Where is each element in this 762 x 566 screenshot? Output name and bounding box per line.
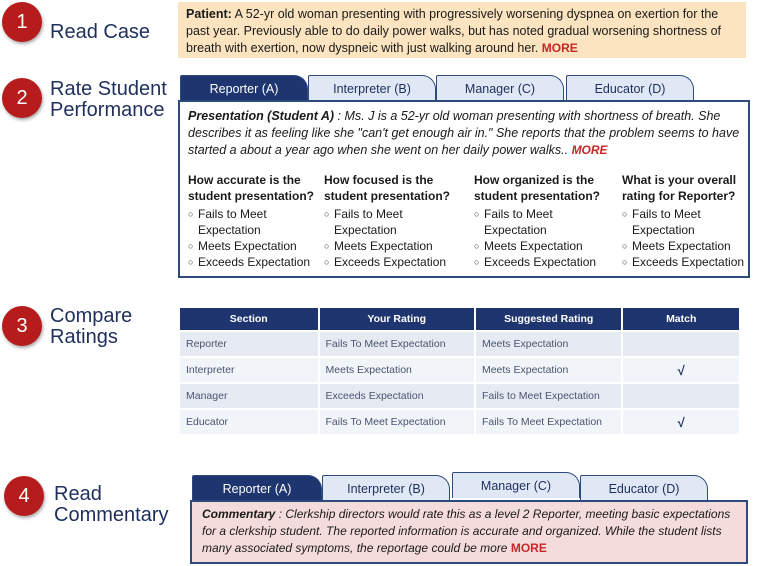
case-more-link[interactable]: MORE xyxy=(541,41,578,55)
question-title: What is your overall rating for Reporter? xyxy=(622,173,737,203)
commentary-tab-interpreter[interactable]: Interpreter (B) xyxy=(322,475,450,501)
table-row xyxy=(180,410,739,434)
commentary-tab-reporter[interactable]: Reporter (A) xyxy=(192,475,322,501)
tab-educator[interactable]: Educator (D) xyxy=(566,75,694,101)
cell-suggested-rating: Meets Expectation xyxy=(476,358,622,382)
step-3-title-line1: Compare xyxy=(50,305,133,327)
question-overall xyxy=(622,172,748,270)
case-text: A 52-yr old woman presenting with progressively worsening dyspnea on exertion for the past year. Previously able to do daily power walks, but has noted gradual worsening shortness of breath with exertion, now dyspneic with just walking around her. xyxy=(186,7,722,55)
case-box xyxy=(178,2,746,58)
column-header-your-rating: Your Rating xyxy=(320,308,474,330)
cell-section: Interpreter xyxy=(180,358,318,382)
cell-section: Educator xyxy=(180,410,318,434)
commentary-tab-educator[interactable]: Educator (D) xyxy=(580,475,708,501)
cell-your-rating: Fails To Meet Expectation xyxy=(320,410,474,434)
commentary-more-link[interactable]: MORE xyxy=(510,541,547,555)
option-fails[interactable]: ○ Fails to Meet Expectation xyxy=(474,207,553,237)
step-4-title xyxy=(54,484,168,526)
tab-interpreter[interactable]: Interpreter (B) xyxy=(308,75,436,101)
radio-icon[interactable]: ○ xyxy=(622,257,628,267)
option-fails[interactable]: ○ Fails to Meet Expectation xyxy=(622,207,701,237)
step-1-badge xyxy=(2,2,42,42)
presentation-body: : Ms. J is a 52-yr old woman presenting with shortness of breath. She describes it as feeling like she "can't get enough air in." She reports that the problem seems to have started a about a year ago when she went on her daily power walks.. xyxy=(188,109,740,157)
radio-icon[interactable]: ○ xyxy=(324,209,330,219)
step-3-title-line2: Ratings xyxy=(50,326,118,348)
radio-icon[interactable]: ○ xyxy=(474,257,480,267)
step-4-title-line1: Read xyxy=(54,483,102,505)
table-row xyxy=(180,358,739,382)
step-2-badge xyxy=(2,78,42,118)
cell-suggested-rating: Meets Expectation xyxy=(476,332,622,356)
radio-icon[interactable]: ○ xyxy=(622,241,628,251)
option-exceeds[interactable]: ○ Exceeds Expectation xyxy=(188,255,311,269)
step-number: 4 xyxy=(18,484,30,507)
step-3-title xyxy=(50,306,132,348)
option-exceeds[interactable]: ○ Exceeds Expectation xyxy=(474,255,597,269)
step-2-title xyxy=(50,79,167,121)
cell-your-rating: Exceeds Expectation xyxy=(320,384,474,408)
option-exceeds[interactable]: ○ Exceeds Expectation xyxy=(622,255,745,269)
tab-manager[interactable]: Manager (C) xyxy=(436,75,564,101)
cell-suggested-rating: Fails To Meet Expectation xyxy=(476,410,622,434)
presentation-label: Presentation (Student A) xyxy=(188,109,335,123)
column-header-section: Section xyxy=(180,308,318,330)
commentary-text: : Clerkship directors would rate this as a level 2 Reporter, meeting basic expectations for a clerkship student. The reported information is accurate and organized. While the student lists many associated symptoms, the reportage could be more xyxy=(202,507,731,555)
presentation-text xyxy=(188,108,740,159)
cell-your-rating: Meets Expectation xyxy=(320,358,474,382)
cell-match xyxy=(623,384,739,408)
step-4-badge xyxy=(4,476,44,516)
radio-icon[interactable]: ○ xyxy=(188,209,194,219)
cell-match-checkmark: √ xyxy=(623,410,739,434)
step-3-badge xyxy=(2,306,42,346)
step-number: 2 xyxy=(16,86,28,109)
column-header-match: Match xyxy=(623,308,739,330)
option-meets[interactable]: ○ Meets Expectation xyxy=(474,239,583,253)
radio-icon[interactable]: ○ xyxy=(474,209,480,219)
question-focus xyxy=(324,172,470,270)
option-exceeds[interactable]: ○ Exceeds Expectation xyxy=(324,255,447,269)
option-fails[interactable]: ○ Fails to Meet Expectation xyxy=(188,207,267,237)
case-label: Patient: xyxy=(186,7,232,21)
option-fails[interactable]: ○ Fails to Meet Expectation xyxy=(324,207,403,237)
option-meets[interactable]: ○ Meets Expectation xyxy=(188,239,297,253)
tab-reporter[interactable]: Reporter (A) xyxy=(180,75,308,101)
table-row xyxy=(180,384,739,408)
question-title: How organized is the student presentation? xyxy=(474,173,601,203)
option-meets[interactable]: ○ Meets Expectation xyxy=(622,239,731,253)
radio-icon[interactable]: ○ xyxy=(188,257,194,267)
cell-match xyxy=(623,332,739,356)
option-meets[interactable]: ○ Meets Expectation xyxy=(324,239,433,253)
commentary-tab-manager[interactable]: Manager (C) xyxy=(452,472,580,498)
step-number: 1 xyxy=(16,10,28,33)
table-row xyxy=(180,332,739,356)
step-2-title-line2: Performance xyxy=(50,99,165,121)
rating-panel xyxy=(178,100,750,278)
cell-section: Reporter xyxy=(180,332,318,356)
radio-icon[interactable]: ○ xyxy=(188,241,194,251)
compare-ratings-table xyxy=(178,306,741,436)
step-1-title: Read Case xyxy=(50,21,151,43)
radio-icon[interactable]: ○ xyxy=(622,209,628,219)
question-title: How focused is the student presentation? xyxy=(324,173,451,203)
commentary-box xyxy=(190,500,748,564)
cell-section: Manager xyxy=(180,384,318,408)
radio-icon[interactable]: ○ xyxy=(474,241,480,251)
table-header-row xyxy=(180,308,739,330)
presentation-more-link[interactable]: MORE xyxy=(571,143,608,157)
question-organization xyxy=(474,172,622,270)
column-header-suggested-rating: Suggested Rating xyxy=(476,308,622,330)
cell-suggested-rating: Fails to Meet Expectation xyxy=(476,384,622,408)
question-title: How accurate is the student presentation? xyxy=(188,173,315,203)
question-accuracy xyxy=(188,172,322,270)
cell-your-rating: Fails To Meet Expectation xyxy=(320,332,474,356)
commentary-label: Commentary xyxy=(202,507,276,521)
step-2-title-line1: Rate Student xyxy=(50,78,167,100)
radio-icon[interactable]: ○ xyxy=(324,241,330,251)
cell-match-checkmark: √ xyxy=(623,358,739,382)
step-4-title-line2: Commentary xyxy=(54,504,169,526)
radio-icon[interactable]: ○ xyxy=(324,257,330,267)
step-number: 3 xyxy=(16,314,28,337)
